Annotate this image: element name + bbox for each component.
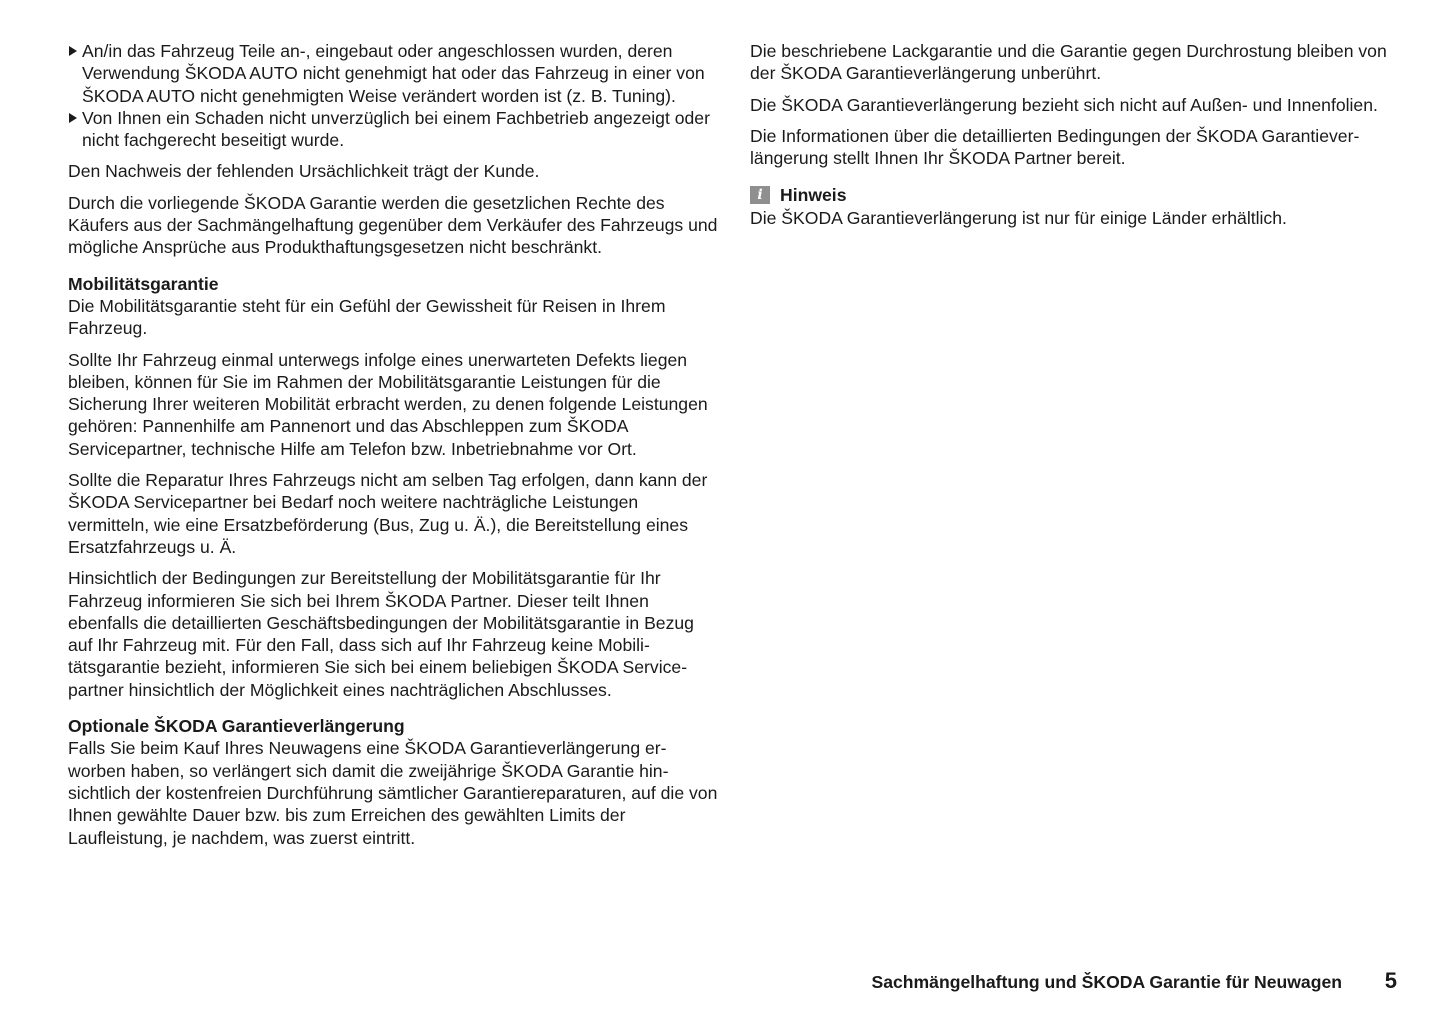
info-icon: i: [750, 186, 770, 204]
list-item: An/in das Fahrzeug Teile an-, eingebaut oder angeschlossen wurden, deren Verwendung ŠKODA AUTO nicht genehmigt hat oder das Fahrzeug in einer von ŠKODA AUTO nicht genehmigten Weise verändert worden ist (z. B. Tuning).: [68, 40, 718, 107]
extension-section: [68, 715, 718, 849]
bullet-triangle-icon: [69, 113, 77, 123]
paragraph: Sollte die Reparatur Ihres Fahrzeugs nicht am selben Tag erfolgen, dann kann der ŠKODA Servicepartner bei Bedarf noch weitere nachträgliche Leistungen vermitteln, wie eine Ersatzbeförderung (Bus, Zug u. Ä.), die Bereitstellung eines Ersatzfahrzeugs u. Ä.: [68, 470, 708, 557]
section-heading: Mobilitätsgarantie: [68, 273, 219, 294]
paragraph: Die ŠKODA Garantieverlängerung bezieht sich nicht auf Außen- und Innenfolien.: [750, 94, 1378, 115]
paragraph: Den Nachweis der fehlenden Ursächlichkeit trägt der Kunde.: [68, 161, 540, 182]
note-header: [750, 183, 1398, 207]
condition-list: [68, 40, 718, 151]
paragraph: Falls Sie beim Kauf Ihres Neuwagens eine ŠKODA Garantieverlängerung erworben haben, so verlängert sich damit die zweijährige ŠKODA Garantie hinsichtlich der kostenfreien Durchführung sämtlicher Garantiereparaturen, auf die von Ihnen gewählte Dauer bzw. bis zum Erreichen des gewählten Limits der Laufleistung, je nachdem, was zuerst eintritt.: [68, 738, 718, 848]
paragraph: Durch die vorliegende ŠKODA Garantie werden die gesetzlichen Rechte des Käufers aus der Sachmängelhaftung gegenüber dem Verkäufer des Fahrzeugs und mögliche Ansprüche aus Produkthaftungsgesetzen nicht beschränkt.: [68, 192, 718, 258]
paragraph: Die beschriebene Lackgarantie und die Garantie gegen Durchrostung bleiben von der ŠKODA Garantieverlängerung unberührt.: [750, 41, 1387, 84]
list-item: Von Ihnen ein Schaden nicht unverzüglich bei einem Fachbetrieb angezeigt oder nicht fachgerecht beseitigt wurde.: [68, 107, 718, 152]
bullet-triangle-icon: [69, 46, 77, 56]
paragraph: Die Informationen über die detaillierten Bedingungen der ŠKODA Garantieverlängerung stellt Ihnen Ihr ŠKODA Partner bereit.: [750, 125, 1360, 169]
note-text: Die ŠKODA Garantieverlängerung ist nur für einige Länder erhältlich.: [750, 208, 1287, 229]
footer-title: Sachmängelhaftung und ŠKODA Garantie für Neuwagen: [871, 972, 1342, 992]
page-footer: [0, 968, 1445, 998]
right-column: [750, 40, 1398, 239]
mobility-section: [68, 273, 718, 701]
paragraph: Sollte Ihr Fahrzeug einmal unterwegs infolge eines unerwarteten Defekts liegen bleiben, können für Sie im Rahmen der Mobilitätsgarantie Leistungen für die Sicherung Ihrer weiteren Mobilität erbracht werden, zu denen folgende Leistungen gehören: Pannenhilfe am Pannenort und das Abschleppen zum ŠKODA Servicepartner, technische Hilfe am Telefon bzw. Inbetriebnahme vor Ort.: [68, 349, 708, 459]
paragraph: Hinsichtlich der Bedingungen zur Bereitstellung der Mobilitätsgarantie für Ihr Fahrzeug informieren Sie sich bei Ihrem ŠKODA Partner. Dieser teilt Ihnen ebenfalls die detaillierten Geschäftsbedingungen der Mobilitätsgarantie in Bezug auf Ihr Fahrzeug mit. Für den Fall, dass sich auf Ihr Fahrzeug keine Mobilitätsgarantie bezieht, informieren Sie sich bei einem beliebigen ŠKODA Servicepartner hinsichtlich der Möglichkeit eines nachträglichen Abschlusses.: [68, 568, 694, 700]
note-box: [750, 183, 1398, 229]
page-number: 5: [1384, 968, 1397, 993]
section-heading: Optionale ŠKODA Garantieverlängerung: [68, 716, 405, 737]
note-title: Hinweis: [780, 184, 847, 205]
left-column: [68, 40, 718, 858]
paragraph: Die Mobilitätsgarantie steht für ein Gefühl der Gewissheit für Reisen in Ihrem Fahrzeug.: [68, 295, 666, 339]
